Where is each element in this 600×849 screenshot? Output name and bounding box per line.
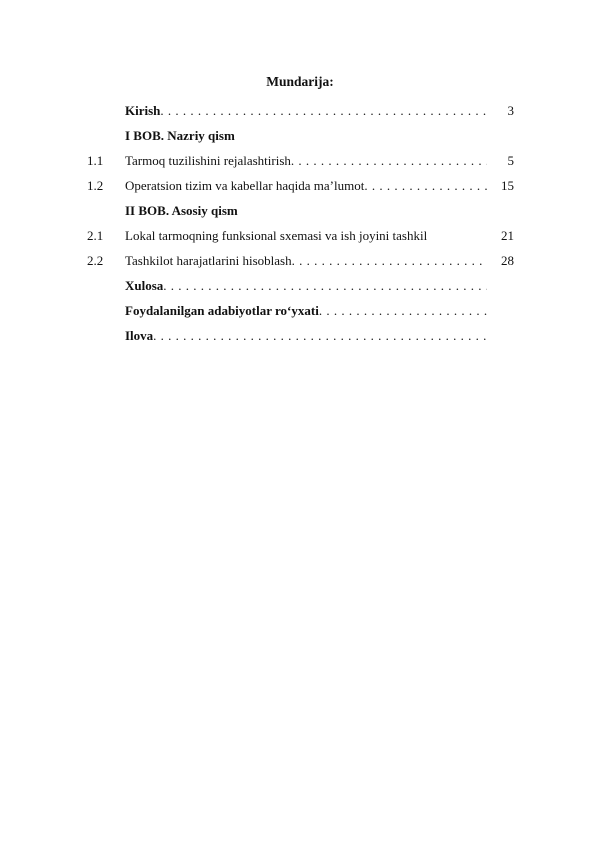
toc-entry-page: 5 — [507, 153, 514, 168]
toc-entry-text: Foydalanilgan adabiyotlar ro‘yxati — [125, 303, 319, 318]
dot-leader — [160, 103, 487, 119]
toc-entry-page: 28 — [501, 253, 514, 268]
toc-entry-2-2 — [0, 253, 600, 278]
toc-entry-text: Tashkilot harajatlarini hisoblash — [125, 253, 292, 268]
toc-entry-line — [125, 128, 487, 144]
dot-leader — [292, 253, 487, 269]
toc-entry-page: 15 — [501, 178, 514, 193]
toc-entry-line — [125, 228, 487, 244]
toc-entry-number: 2.2 — [87, 253, 104, 268]
toc-entry-text: II BOB. Asosiy qism — [125, 203, 238, 218]
toc-entry-number: 2.1 — [87, 228, 104, 243]
toc-entry-kirish — [0, 103, 600, 128]
toc-entry-adabiyotlar — [0, 303, 600, 328]
toc-entry-line — [125, 303, 487, 319]
toc-entry-text: Kirish — [125, 103, 161, 118]
toc-entry-1-2 — [0, 178, 600, 203]
toc-entry-line — [125, 328, 487, 344]
toc-entry-xulosa — [0, 278, 600, 303]
dot-leader — [163, 278, 487, 294]
toc-entry-text: Tarmoq tuzilishini rejalashtirish — [125, 153, 291, 168]
toc-entry-2-1 — [0, 228, 600, 253]
toc-entry-line — [125, 253, 487, 269]
dot-leader — [319, 303, 487, 319]
toc-entry-page: 21 — [501, 228, 514, 243]
toc-entry-text: I BOB. Nazriy qism — [125, 128, 235, 143]
toc-entry-text: Lokal tarmoqning funksional sxemasi va ish joyini tashkil — [125, 228, 428, 243]
toc-title: Mundarija: — [266, 74, 334, 89]
dot-leader — [364, 178, 487, 194]
toc-entry-line — [125, 178, 487, 194]
toc-entry-page: 3 — [507, 103, 514, 118]
toc-entry-chapter-1 — [0, 128, 600, 153]
toc-entry-1-1 — [0, 153, 600, 178]
toc-entry-text: Xulosa — [125, 278, 164, 293]
toc-entry-ilova — [0, 328, 600, 353]
toc-entry-line — [125, 203, 487, 219]
toc-entry-line — [125, 278, 487, 294]
toc-entry-chapter-2 — [0, 203, 600, 228]
toc-entry-number: 1.1 — [87, 153, 104, 168]
toc-entry-line — [125, 153, 487, 169]
toc-entry-text: Operatsion tizim va kabellar haqida ma’lumot — [125, 178, 365, 193]
dot-leader — [153, 328, 487, 344]
toc-entry-text: Ilova — [125, 328, 154, 343]
table-of-contents — [0, 103, 600, 353]
dot-leader — [291, 153, 487, 169]
toc-entry-line — [125, 103, 487, 119]
toc-entry-number: 1.2 — [87, 178, 104, 193]
